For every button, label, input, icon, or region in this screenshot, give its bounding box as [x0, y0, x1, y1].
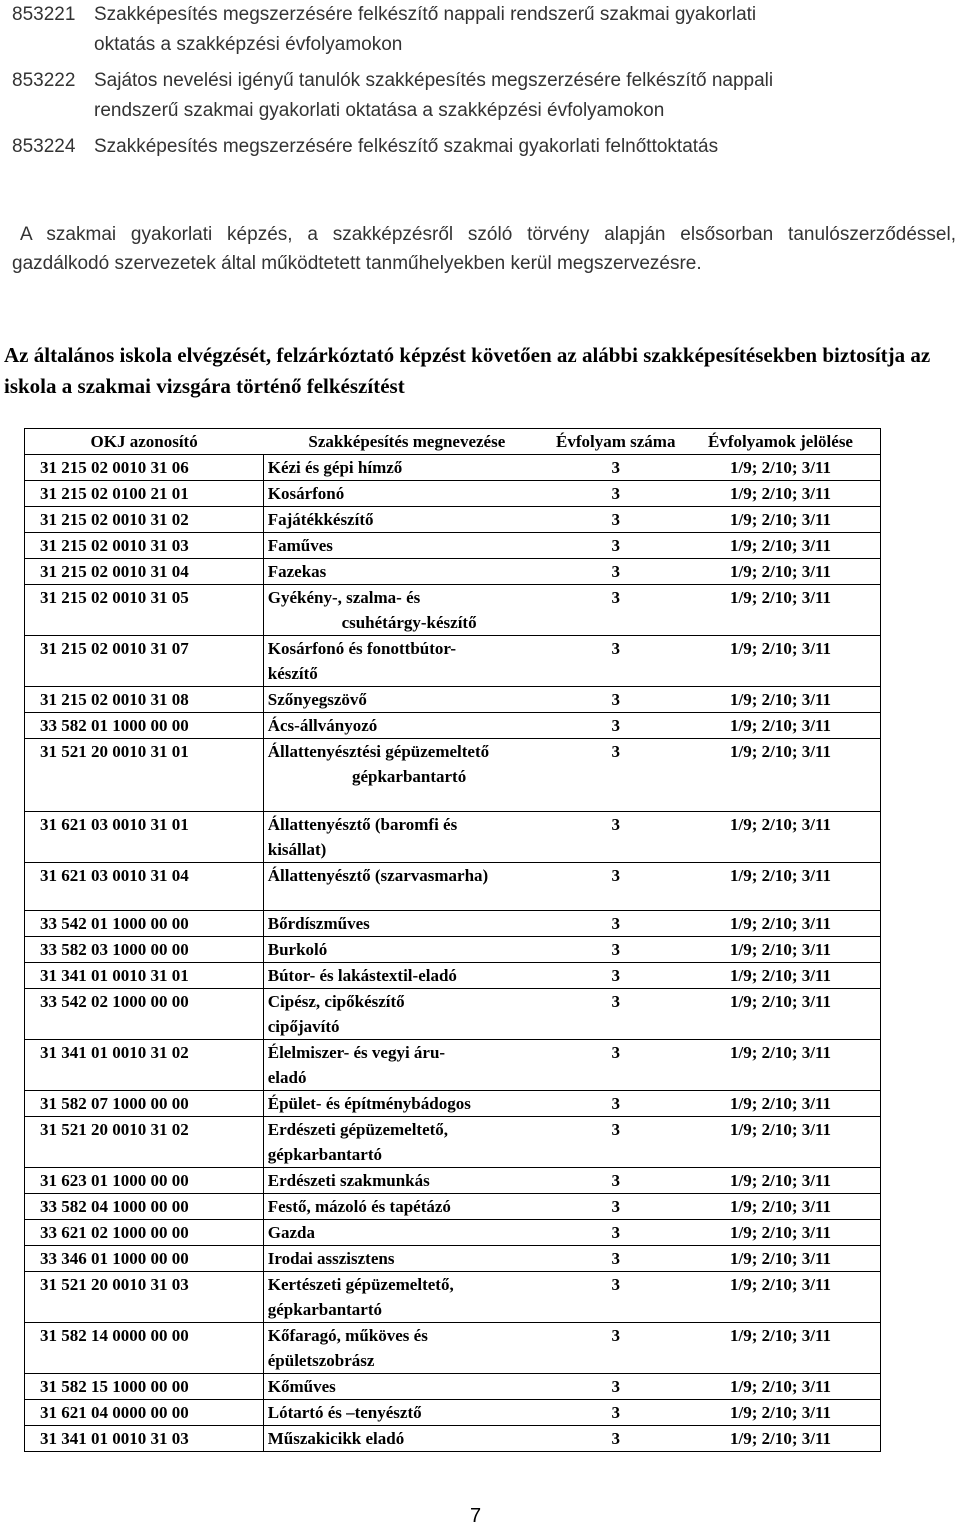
cell-okj-id: 31 215 02 0010 31 04 [25, 559, 264, 585]
body-paragraph: A szakmai gyakorlati képzés, a szakképzésről szóló törvény alapján elsősorban tanulószerződéssel, gazdálkodó szervezetek által működtetett tanműhelyekben kerül megszervezésre. [12, 224, 956, 274]
cell-okj-id: 31 621 04 0000 00 00 [25, 1400, 264, 1426]
cell-marks: 1/9; 2/10; 3/11 [681, 963, 880, 989]
cell-marks: 1/9; 2/10; 3/11 [681, 911, 880, 937]
cell-name [263, 559, 550, 585]
cell-okj-id: 33 621 02 1000 00 00 [25, 1220, 264, 1246]
table-row [25, 1194, 881, 1220]
cell-name [263, 1400, 550, 1426]
section-heading: Az általános iskola elvégzését, felzárkóztató képzést követően az alábbi szakképesítésekben biztosítja az iskola a szakmai vizsgára történő felkészítést [4, 343, 931, 398]
cell-name-line-2: eladó [267, 1068, 307, 1087]
table-row [25, 937, 881, 963]
cell-okj-id: 31 582 14 0000 00 00 [25, 1323, 264, 1374]
cell-okj-id: 31 521 20 0010 31 02 [25, 1117, 264, 1168]
table-body [25, 455, 881, 1452]
cell-year: 3 [550, 1194, 681, 1220]
table-row [25, 687, 881, 713]
cell-name [263, 1117, 550, 1168]
list-item-code: 853224 [12, 136, 76, 157]
cell-marks: 1/9; 2/10; 3/11 [681, 812, 880, 863]
cell-marks: 1/9; 2/10; 3/11 [681, 1117, 880, 1168]
cell-year: 3 [550, 507, 681, 533]
cell-okj-id: 31 582 07 1000 00 00 [25, 1091, 264, 1117]
spacer-cell [550, 888, 681, 911]
col-header-name: Szakképesítés megnevezése [263, 429, 550, 455]
list-item [12, 66, 952, 126]
cell-name-line-2: épületszobrász [267, 1351, 375, 1370]
cell-okj-id: 33 346 01 1000 00 00 [25, 1246, 264, 1272]
cell-year: 3 [550, 937, 681, 963]
cell-okj-id: 31 215 02 0010 31 07 [25, 636, 264, 687]
table-row [25, 481, 881, 507]
cell-name-line: Kőfaragó, műköves és [267, 1326, 428, 1345]
spacer-cell [25, 888, 264, 911]
cell-name [263, 1323, 550, 1374]
cell-name-line: Bőrdíszműves [267, 914, 370, 933]
cell-marks: 1/9; 2/10; 3/11 [681, 1040, 880, 1091]
cell-name [263, 1374, 550, 1400]
cell-name-line-2: csuhétárgy-készítő [341, 613, 477, 632]
cell-marks: 1/9; 2/10; 3/11 [681, 989, 880, 1040]
cell-okj-id: 33 542 02 1000 00 00 [25, 989, 264, 1040]
cell-name-line: Kertészeti gépüzemeltető, [267, 1275, 454, 1294]
cell-name [263, 455, 550, 481]
cell-marks: 1/9; 2/10; 3/11 [681, 713, 880, 739]
list-item-continuation: oktatás a szakképzési évfolyamokon [94, 34, 403, 55]
cell-okj-id: 31 623 01 1000 00 00 [25, 1168, 264, 1194]
cell-year: 3 [550, 1272, 681, 1323]
cell-name-line: Kosárfonó és fonottbútor- [267, 639, 456, 658]
cell-name-line: Fajátékkészítő [267, 510, 374, 529]
cell-name-line: Állattenyésztő (baromfi és [267, 815, 458, 834]
cell-name-line: Erdészeti gépüzemeltető, [267, 1120, 449, 1139]
cell-year: 3 [550, 739, 681, 790]
cell-name-line: Épület- és építménybádogos [267, 1094, 471, 1113]
table-row [25, 1117, 881, 1168]
cell-year: 3 [550, 1374, 681, 1400]
cell-name-line-2: cipőjavító [267, 1017, 340, 1036]
cell-marks: 1/9; 2/10; 3/11 [681, 1323, 880, 1374]
cell-year: 3 [550, 636, 681, 687]
cell-year: 3 [550, 1040, 681, 1091]
cell-marks: 1/9; 2/10; 3/11 [681, 533, 880, 559]
cell-marks: 1/9; 2/10; 3/11 [681, 585, 880, 636]
cell-name-line: Gyékény-, szalma- és [267, 588, 421, 607]
cell-name [263, 1426, 550, 1452]
cell-okj-id: 31 582 15 1000 00 00 [25, 1374, 264, 1400]
cell-marks: 1/9; 2/10; 3/11 [681, 559, 880, 585]
table-row [25, 1426, 881, 1452]
cell-name [263, 585, 550, 636]
cell-name-line: Festő, mázoló és tapétázó [267, 1197, 451, 1216]
cell-okj-id: 33 582 01 1000 00 00 [25, 713, 264, 739]
cell-name-line: Élelmiszer- és vegyi áru- [267, 1043, 446, 1062]
cell-marks: 1/9; 2/10; 3/11 [681, 636, 880, 687]
cell-marks: 1/9; 2/10; 3/11 [681, 1091, 880, 1117]
cell-name [263, 1194, 550, 1220]
cell-year: 3 [550, 1117, 681, 1168]
cell-name-line: Burkoló [267, 940, 328, 959]
col-header-okj-id: OKJ azonosító [25, 429, 264, 455]
cell-year: 3 [550, 963, 681, 989]
page-number: 7 [470, 1505, 482, 1527]
cell-marks: 1/9; 2/10; 3/11 [681, 1246, 880, 1272]
table-row [25, 1040, 881, 1091]
cell-name-line: Kézi és gépi hímző [267, 458, 403, 477]
cell-okj-id: 33 582 04 1000 00 00 [25, 1194, 264, 1220]
cell-year: 3 [550, 1323, 681, 1374]
cell-year: 3 [550, 989, 681, 1040]
cell-name-line: Irodai asszisztens [267, 1249, 395, 1268]
cell-name [263, 1246, 550, 1272]
cell-name-line: Lótartó és –tenyésztő [267, 1403, 422, 1422]
cell-name-line: Kőműves [267, 1377, 336, 1396]
table-row [25, 455, 881, 481]
table-spacer-row [25, 789, 881, 812]
spacer-cell [681, 888, 880, 911]
cell-name [263, 1220, 550, 1246]
cell-marks: 1/9; 2/10; 3/11 [681, 1272, 880, 1323]
table-row [25, 1272, 881, 1323]
table-row [25, 713, 881, 739]
list-item-text: Szakképesítés megszerzésére felkészítő nappali rendszerű szakmai gyakorlati [94, 4, 757, 25]
cell-marks: 1/9; 2/10; 3/11 [681, 739, 880, 790]
cell-okj-id: 31 215 02 0010 31 02 [25, 507, 264, 533]
table-row [25, 1220, 881, 1246]
cell-okj-id: 31 521 20 0010 31 01 [25, 739, 264, 790]
spacer-cell [263, 888, 550, 911]
cell-name [263, 989, 550, 1040]
cell-name-line: Gazda [267, 1223, 315, 1242]
cell-marks: 1/9; 2/10; 3/11 [681, 1426, 880, 1452]
list-item-text: Szakképesítés megszerzésére felkészítő szakmai gyakorlati felnőttoktatás [94, 136, 719, 157]
cell-okj-id: 31 521 20 0010 31 03 [25, 1272, 264, 1323]
cell-name [263, 911, 550, 937]
list-item-continuation: rendszerű szakmai gyakorlati oktatása a szakképzési évfolyamokon [94, 100, 665, 121]
cell-name [263, 1091, 550, 1117]
cell-year: 3 [550, 1168, 681, 1194]
table-row [25, 1323, 881, 1374]
cell-okj-id: 31 215 02 0010 31 05 [25, 585, 264, 636]
qualification-table [24, 428, 881, 1452]
cell-name-line-2: gépkarbantartó [267, 1300, 383, 1319]
col-header-marks: Évfolyamok jelölése [681, 429, 880, 455]
cell-year: 3 [550, 863, 681, 889]
spacer-cell [263, 789, 550, 812]
table-row [25, 1374, 881, 1400]
table-row [25, 812, 881, 863]
cell-okj-id: 31 215 02 0010 31 06 [25, 455, 264, 481]
cell-year: 3 [550, 455, 681, 481]
cell-name-line: Bútor- és lakástextil-eladó [267, 966, 457, 985]
spacer-cell [550, 789, 681, 812]
cell-okj-id: 31 215 02 0010 31 08 [25, 687, 264, 713]
list-item-code: 853222 [12, 70, 76, 91]
cell-name-line: Szőnyegszövő [267, 690, 367, 709]
cell-year: 3 [550, 585, 681, 636]
cell-name-line-2: kisállat) [267, 840, 327, 859]
table-row [25, 739, 881, 790]
cell-name [263, 636, 550, 687]
cell-name [263, 812, 550, 863]
list-item-code: 853221 [12, 4, 76, 25]
table-row [25, 911, 881, 937]
cell-name [263, 1040, 550, 1091]
cell-name-line: Ács-állványozó [267, 716, 378, 735]
cell-name [263, 687, 550, 713]
intro-list [12, 0, 952, 168]
cell-name [263, 863, 550, 889]
cell-name-line-2: gépkarbantartó [267, 1145, 383, 1164]
cell-name-line: Erdészeti szakmunkás [267, 1171, 430, 1190]
cell-year: 3 [550, 1220, 681, 1246]
cell-year: 3 [550, 812, 681, 863]
table-row [25, 989, 881, 1040]
cell-marks: 1/9; 2/10; 3/11 [681, 1374, 880, 1400]
cell-year: 3 [550, 713, 681, 739]
cell-marks: 1/9; 2/10; 3/11 [681, 481, 880, 507]
cell-name [263, 533, 550, 559]
cell-name-line: Állattenyésztő (szarvasmarha) [267, 866, 489, 885]
cell-okj-id: 31 215 02 0100 21 01 [25, 481, 264, 507]
cell-name-line: Faműves [267, 536, 333, 555]
cell-okj-id: 31 621 03 0010 31 01 [25, 812, 264, 863]
cell-year: 3 [550, 481, 681, 507]
list-item-text: Sajátos nevelési igényű tanulók szakképesítés megszerzésére felkészítő nappali [94, 70, 774, 91]
cell-marks: 1/9; 2/10; 3/11 [681, 1168, 880, 1194]
table-spacer-row [25, 888, 881, 911]
cell-year: 3 [550, 1246, 681, 1272]
table-header-row [25, 429, 881, 455]
table-row [25, 585, 881, 636]
cell-year: 3 [550, 911, 681, 937]
cell-marks: 1/9; 2/10; 3/11 [681, 1220, 880, 1246]
spacer-cell [25, 789, 264, 812]
list-item [12, 0, 952, 60]
cell-name-line: Állattenyésztési gépüzemeltető [267, 742, 490, 761]
cell-name [263, 713, 550, 739]
list-item [12, 132, 952, 162]
cell-marks: 1/9; 2/10; 3/11 [681, 937, 880, 963]
cell-marks: 1/9; 2/10; 3/11 [681, 863, 880, 889]
cell-name-line-2: készítő [267, 664, 318, 683]
cell-marks: 1/9; 2/10; 3/11 [681, 1400, 880, 1426]
cell-name-line: Kosárfonó [267, 484, 345, 503]
cell-okj-id: 33 582 03 1000 00 00 [25, 937, 264, 963]
cell-name-line-2: gépkarbantartó [351, 767, 467, 786]
table-row [25, 963, 881, 989]
table-row [25, 1168, 881, 1194]
cell-name [263, 937, 550, 963]
table-row [25, 559, 881, 585]
table-row [25, 533, 881, 559]
table-row [25, 1400, 881, 1426]
cell-name [263, 481, 550, 507]
cell-year: 3 [550, 687, 681, 713]
cell-okj-id: 33 542 01 1000 00 00 [25, 911, 264, 937]
table-row [25, 863, 881, 889]
cell-year: 3 [550, 1091, 681, 1117]
cell-year: 3 [550, 533, 681, 559]
cell-name-line: Cipész, cipőkészítő [267, 992, 405, 1011]
cell-name [263, 963, 550, 989]
cell-marks: 1/9; 2/10; 3/11 [681, 507, 880, 533]
cell-marks: 1/9; 2/10; 3/11 [681, 455, 880, 481]
cell-okj-id: 31 621 03 0010 31 04 [25, 863, 264, 889]
cell-okj-id: 31 341 01 0010 31 03 [25, 1426, 264, 1452]
cell-okj-id: 31 215 02 0010 31 03 [25, 533, 264, 559]
cell-okj-id: 31 341 01 0010 31 02 [25, 1040, 264, 1091]
spacer-cell [681, 789, 880, 812]
cell-marks: 1/9; 2/10; 3/11 [681, 687, 880, 713]
cell-okj-id: 31 341 01 0010 31 01 [25, 963, 264, 989]
col-header-year: Évfolyam száma [550, 429, 681, 455]
cell-name [263, 1272, 550, 1323]
table-row [25, 507, 881, 533]
cell-name [263, 1168, 550, 1194]
table-row [25, 1091, 881, 1117]
table-row [25, 636, 881, 687]
cell-year: 3 [550, 1400, 681, 1426]
cell-year: 3 [550, 559, 681, 585]
cell-name-line: Műszakicikk eladó [267, 1429, 405, 1448]
cell-name-line: Fazekas [267, 562, 327, 581]
cell-name [263, 739, 550, 790]
table-row [25, 1246, 881, 1272]
cell-marks: 1/9; 2/10; 3/11 [681, 1194, 880, 1220]
cell-year: 3 [550, 1426, 681, 1452]
cell-name [263, 507, 550, 533]
